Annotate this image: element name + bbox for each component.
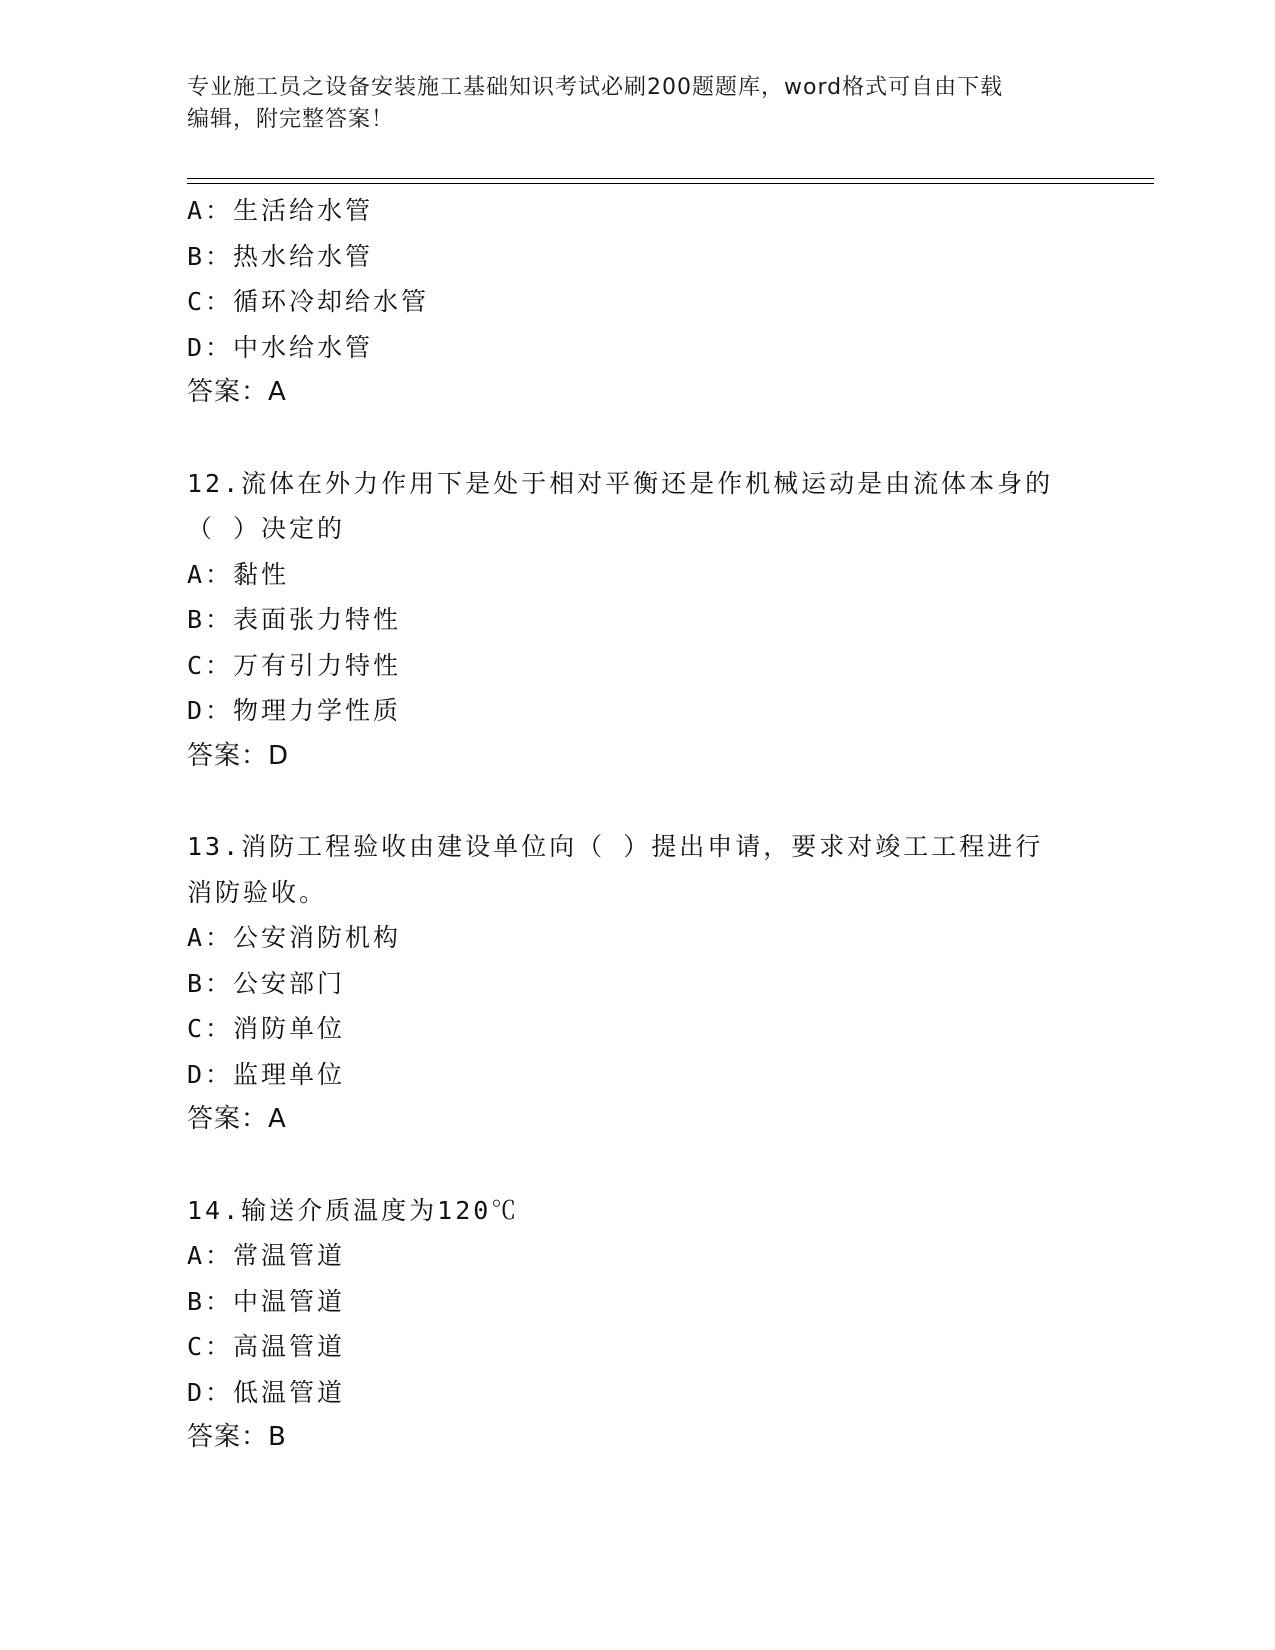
header-title-line-2: 编辑，附完整答案！ <box>187 107 395 132</box>
question-text-line-2: （ ）决定的 <box>187 514 346 543</box>
answer-line: 答案：A <box>187 1104 287 1134</box>
option-a: A：公安消防机构 <box>187 923 402 952</box>
option-d: D：物理力学性质 <box>187 696 402 725</box>
option-a: A：生活给水管 <box>187 196 374 225</box>
option-d: D：低温管道 <box>187 1377 346 1407</box>
header-divider-top <box>187 178 1154 179</box>
question-list <box>187 188 1107 1461</box>
option-d: D：监理单位 <box>187 1059 346 1089</box>
option-b: B：中温管道 <box>187 1286 346 1316</box>
question-14 <box>187 1188 1107 1461</box>
option-c: C：循环冷却给水管 <box>187 287 430 316</box>
question-text-line-1: 12.流体在外力作用下是处于相对平衡还是作机械运动是由流体本身的 <box>187 468 1054 498</box>
document-header <box>187 72 1067 136</box>
option-d: D：中水给水管 <box>187 332 374 362</box>
option-a: A：常温管道 <box>187 1241 346 1270</box>
option-c: C：高温管道 <box>187 1332 346 1361</box>
question-13 <box>187 824 1107 1143</box>
option-b: B：公安部门 <box>187 968 346 998</box>
question-11 <box>187 188 1107 416</box>
option-b: B：热水给水管 <box>187 241 374 271</box>
option-a: A：黏性 <box>187 559 290 589</box>
answer-line: 答案：A <box>187 377 287 407</box>
option-b: B：表面张力特性 <box>187 605 402 634</box>
question-12 <box>187 461 1107 780</box>
question-text-line-1: 13.消防工程验收由建设单位向（ ）提出申请，要求对竣工工程进行 <box>187 832 1044 861</box>
header-title-line-1: 专业施工员之设备安装施工基础知识考试必刷200题题库，word格式可自由下载 <box>187 75 1004 100</box>
header-divider-bottom <box>187 183 1154 184</box>
option-c: C：消防单位 <box>187 1014 346 1043</box>
option-c: C：万有引力特性 <box>187 650 402 680</box>
question-text-line-2: 消防验收。 <box>187 877 328 907</box>
answer-line: 答案：D <box>187 740 290 771</box>
answer-line: 答案：B <box>187 1422 287 1452</box>
question-text-line-1: 14.输送介质温度为120℃ <box>187 1195 520 1225</box>
